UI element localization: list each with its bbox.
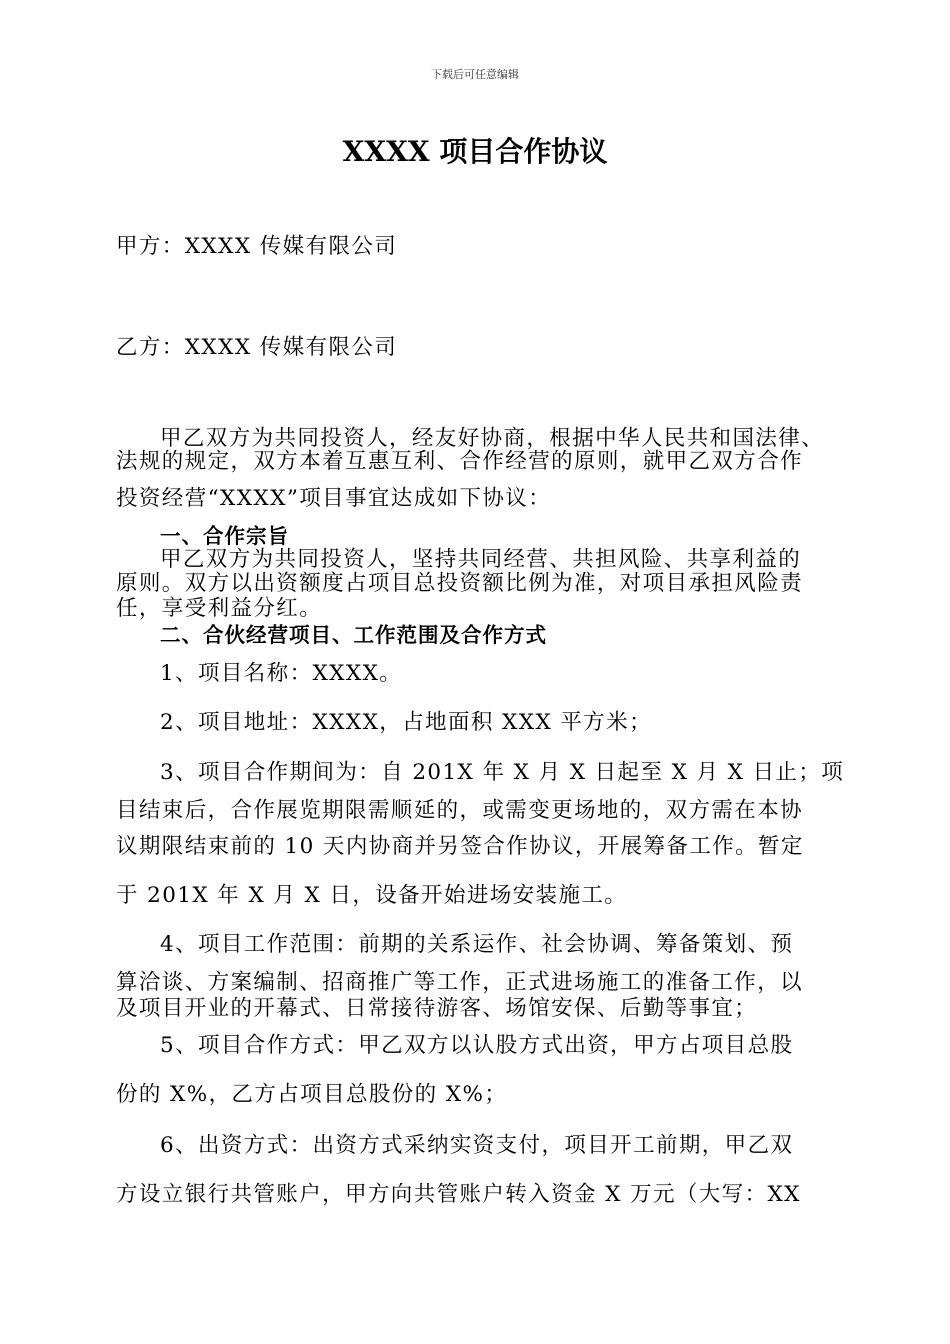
intro-line: 甲乙双方为共同投资人，经友好协商，根据中华人民共和国法律、: [160, 426, 825, 451]
section-1-line: 任，享受利益分红。: [116, 596, 323, 621]
intro-line: 投资经营“XXXX”项目事宜达成如下协议：: [116, 486, 552, 511]
party-b: 乙方：XXXX 传媒有限公司: [116, 335, 398, 360]
item-1-line: 1、项目名称：XXXX。: [160, 661, 403, 686]
section-2-heading: 二、合伙经营项目、工作范围及合作方式: [160, 623, 547, 647]
item-3-line: 3、项目合作期间为：自 201X 年 X 月 X 日起至 X 月 X 日止；项: [160, 760, 845, 785]
item-3-line: 议期限结束前的 10 天内协商并另签合作协议，开展筹备工作。暂定: [116, 834, 804, 859]
item-5-line: 份的 X%，乙方占项目总股份的 X%；: [116, 1082, 508, 1107]
party-a: 甲方：XXXX 传媒有限公司: [116, 234, 398, 259]
item-6-line: 6、出资方式：出资方式采纳实资支付，项目开工前期，甲乙双: [160, 1133, 794, 1158]
item-4-line: 及项目开业的开幕式、日常接待游客、场馆安保、后勤等事宜；: [116, 996, 758, 1021]
intro-line: 法规的规定，双方本着互惠互利、合作经营的原则，就甲乙双方合作: [116, 449, 804, 474]
document-title: XXXX 项目合作协议: [342, 135, 608, 168]
item-5-line: 5、项目合作方式：甲乙双方以认股方式出资，甲方占项目总股: [160, 1033, 794, 1058]
header-note: 下载后可任意编辑: [431, 68, 519, 81]
item-4-line: 算洽谈、方案编制、招商推广等工作，正式进场施工的准备工作，以: [116, 970, 804, 995]
section-1-line: 原则。双方以出资额度占项目总投资额比例为准，对项目承担风险责: [116, 571, 804, 596]
item-2-line: 2、项目地址：XXXX，占地面积 XXX 平方米；: [160, 710, 652, 735]
item-6-line: 方设立银行共管账户，甲方向共管账户转入资金 X 万元（大写：XX: [116, 1182, 801, 1207]
section-1-line: 甲乙双方为共同投资人，坚持共同经营、共担风险、共享利益的: [160, 547, 802, 572]
item-4-line: 4、项目工作范围：前期的关系运作、社会协调、筹备策划、预: [160, 932, 794, 957]
section-1-heading: 一、合作宗旨: [160, 524, 289, 548]
item-3-line: 于 201X 年 X 月 X 日，设备开始进场安装施工。: [116, 883, 628, 908]
item-3-line: 目结束后，合作展览期限需顺延的，或需变更场地的，双方需在本协: [116, 798, 804, 823]
